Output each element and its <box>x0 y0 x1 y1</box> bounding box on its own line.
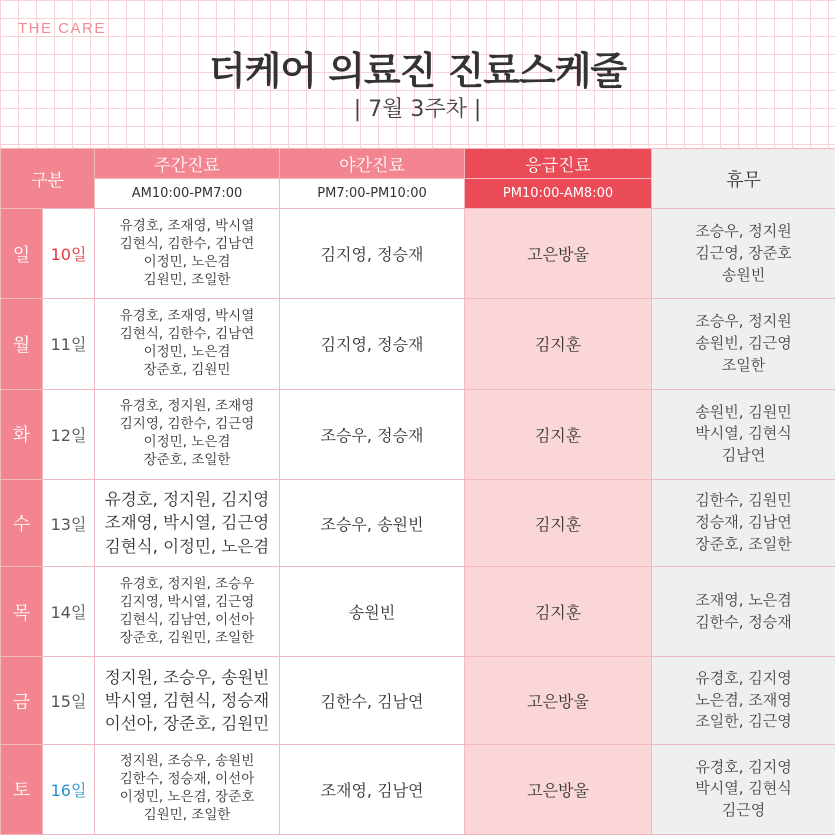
night-clinic-staff: 김지영, 정승재 <box>280 299 465 389</box>
day-clinic-staff <box>95 209 280 299</box>
staff-line: 조재영, 노은겸 <box>695 591 792 610</box>
night-clinic-staff: 김지영, 정승재 <box>280 209 465 299</box>
staff-line: 조승우, 정지원 <box>695 312 792 331</box>
staff-line: 송원빈, 김원민 <box>695 402 792 421</box>
staff-line: 박시열, 김현식, 정승재 <box>104 690 270 710</box>
emergency-clinic-staff: 김지훈 <box>465 299 652 389</box>
staff-line: 유경호, 조재영, 박시열 <box>119 217 255 234</box>
emergency-clinic-staff: 고은방울 <box>465 209 652 299</box>
staff-line: 조일한, 김근영 <box>695 712 792 731</box>
staff-line: 김한수, 정승재, 이선아 <box>119 771 255 788</box>
weekday-cell: 목 <box>1 567 43 657</box>
schedule-row <box>1 657 835 744</box>
emergency-clinic-staff: 고은방울 <box>465 657 652 744</box>
date-cell: 12일 <box>43 389 95 479</box>
staff-line: 장준호, 김원민 <box>143 361 231 378</box>
staff-line: 장준호, 김원민, 조일한 <box>119 629 255 646</box>
staff-line: 조재영, 박시열, 김근영 <box>104 513 270 533</box>
day-off-staff <box>652 657 835 744</box>
schedule-row <box>1 299 835 389</box>
staff-line: 김현식, 이정민, 노은겸 <box>104 536 270 556</box>
staff-line: 김원민, 조일한 <box>143 271 231 288</box>
staff-line: 송원빈, 김근영 <box>695 334 792 353</box>
staff-line: 김지영, 김한수, 김근영 <box>119 416 255 433</box>
staff-line: 유경호, 정지원, 김지영 <box>104 490 270 510</box>
night-clinic-staff: 송원빈 <box>280 567 465 657</box>
weekday-cell: 월 <box>1 299 43 389</box>
page-title: 더케어 의료진 진료스케줄 <box>208 49 627 93</box>
staff-line: 이선아, 장준호, 김원민 <box>104 714 270 734</box>
date-cell: 11일 <box>43 299 95 389</box>
staff-line: 유경호, 조재영, 박시열 <box>119 308 255 325</box>
day-clinic-staff <box>95 389 280 479</box>
day-clinic-staff <box>95 479 280 566</box>
schedule-row <box>1 209 835 299</box>
staff-line: 장준호, 조일한 <box>695 534 792 553</box>
emergency-clinic-staff: 김지훈 <box>465 567 652 657</box>
night-clinic-staff: 조승우, 송원빈 <box>280 479 465 566</box>
staff-line: 이정민, 노은겸 <box>143 253 231 270</box>
staff-line: 김지영, 박시열, 김근영 <box>119 593 255 610</box>
schedule-row <box>1 744 835 834</box>
day-off-staff <box>652 744 835 834</box>
staff-line: 박시열, 김현식 <box>695 424 792 443</box>
staff-line: 김근영, 장준호 <box>695 243 792 262</box>
staff-line: 김남연 <box>721 446 766 465</box>
day-off-staff <box>652 209 835 299</box>
header-emergency-clinic: 응급진료 <box>465 149 652 179</box>
date-cell: 16일 <box>43 744 95 834</box>
staff-line: 노은겸, 조재영 <box>695 690 792 709</box>
day-off-staff <box>652 299 835 389</box>
staff-line: 조승우, 정지원 <box>695 222 792 241</box>
schedule-table <box>0 148 835 835</box>
date-cell: 10일 <box>43 209 95 299</box>
schedule-row <box>1 479 835 566</box>
staff-line: 유경호, 정지원, 조승우 <box>119 575 255 592</box>
staff-line: 박시열, 김현식 <box>695 779 792 798</box>
staff-line: 김현식, 김남연, 이선아 <box>119 611 255 628</box>
staff-line: 이정민, 노은겸 <box>143 343 231 360</box>
night-clinic-staff: 김한수, 김남연 <box>280 657 465 744</box>
weekday-cell: 수 <box>1 479 43 566</box>
staff-line: 김원민, 조일한 <box>143 807 231 824</box>
day-clinic-staff <box>95 299 280 389</box>
staff-line: 정지원, 조승우, 송원빈 <box>119 753 255 770</box>
emergency-clinic-staff: 김지훈 <box>465 479 652 566</box>
day-off-staff <box>652 567 835 657</box>
header-day-time: AM10:00-PM7:00 <box>95 179 280 209</box>
day-off-staff <box>652 389 835 479</box>
day-clinic-staff <box>95 744 280 834</box>
header-night-clinic: 야간진료 <box>280 149 465 179</box>
header-day-clinic: 주간진료 <box>95 149 280 179</box>
header-gubun: 구분 <box>1 149 95 209</box>
header-emergency-time: PM10:00-AM8:00 <box>465 179 652 209</box>
date-cell: 15일 <box>43 657 95 744</box>
date-cell: 13일 <box>43 479 95 566</box>
weekday-cell: 화 <box>1 389 43 479</box>
staff-line: 정지원, 조승우, 송원빈 <box>104 667 270 687</box>
staff-line: 김현식, 김한수, 김남연 <box>119 326 255 343</box>
night-clinic-staff: 조승우, 정승재 <box>280 389 465 479</box>
staff-line: 유경호, 김지영 <box>695 757 792 776</box>
brand-logo: THE CARE <box>18 20 106 37</box>
staff-line: 정승재, 김남연 <box>695 513 792 532</box>
staff-line: 김한수, 김원민 <box>695 491 792 510</box>
staff-line: 이정민, 노은겸 <box>143 434 231 451</box>
staff-line: 김근영 <box>721 801 766 820</box>
weekday-cell: 일 <box>1 209 43 299</box>
page-subtitle: | 7월 3주차 | <box>353 97 482 122</box>
date-cell: 14일 <box>43 567 95 657</box>
header-day-off: 휴무 <box>652 149 835 209</box>
staff-line: 유경호, 정지원, 조재영 <box>119 398 255 415</box>
day-clinic-staff <box>95 657 280 744</box>
night-clinic-staff: 조재영, 김남연 <box>280 744 465 834</box>
schedule-row <box>1 389 835 479</box>
day-clinic-staff <box>95 567 280 657</box>
emergency-clinic-staff: 고은방울 <box>465 744 652 834</box>
staff-line: 김한수, 정승재 <box>695 612 792 631</box>
staff-line: 송원빈 <box>721 265 766 284</box>
day-off-staff <box>652 479 835 566</box>
staff-line: 유경호, 김지영 <box>695 668 792 687</box>
weekday-cell: 금 <box>1 657 43 744</box>
schedule-row <box>1 567 835 657</box>
weekday-cell: 토 <box>1 744 43 834</box>
staff-line: 김현식, 김한수, 김남연 <box>119 235 255 252</box>
staff-line: 조일한 <box>721 355 766 374</box>
header-night-time: PM7:00-PM10:00 <box>280 179 465 209</box>
staff-line: 이정민, 노은겸, 장준호 <box>119 789 255 806</box>
emergency-clinic-staff: 김지훈 <box>465 389 652 479</box>
staff-line: 장준호, 조일한 <box>143 452 231 469</box>
